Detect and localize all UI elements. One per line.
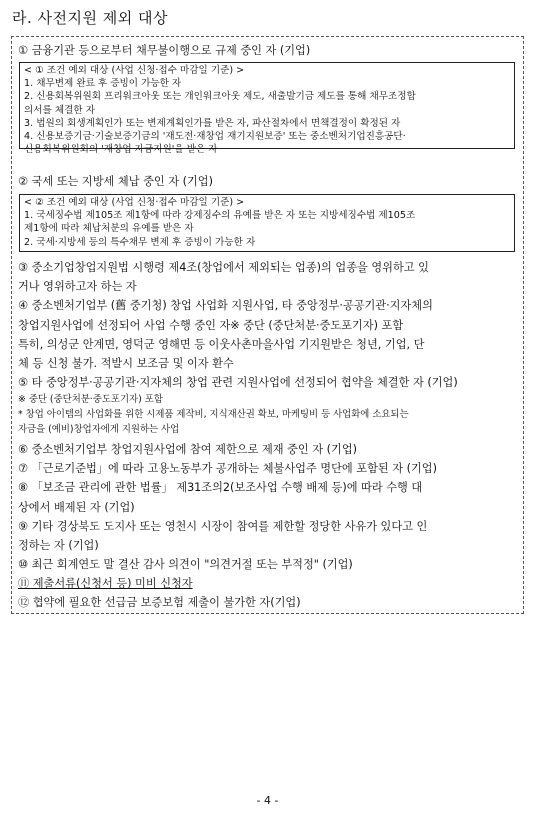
- note-line: ※ 중단 (중단처분·중도포기자) 포함: [18, 394, 163, 405]
- body-line: ④ 중소벤처기업부 (舊 중기청) 창업 사업화 지원사업, 타 중앙정부·공공기관·지자체의: [18, 299, 433, 313]
- tail-line: 상에서 배제된 자 (기업): [18, 500, 135, 514]
- exception-box-2-header: < ② 조건 예외 대상 (사업 신청·접수 마감일 기준) >: [24, 197, 245, 208]
- tail-line: ⑩ 최근 회계연도 말 결산 감사 의견이 "의견거절 또는 부적정" (기업): [18, 558, 353, 572]
- note-line: * 창업 아이템의 사업화를 위한 시제품 제작비, 지식재산권 확보, 마케팅비 등 사업화에 소요되는: [18, 409, 409, 420]
- note-line: 자금을 (예비)창업자에게 지원하는 사업: [18, 424, 180, 435]
- exception-box-1-header: < ① 조건 예외 대상 (사업 신청·접수 마감일 기준) >: [24, 65, 245, 76]
- item-11: ⑪ 제출서류(신청서 등) 미비 신청자: [18, 577, 193, 590]
- tail-line: ⑦ 「근로기준법」에 따라 고용노동부가 공개하는 체불사업주 명단에 포함된 자 (기업): [18, 462, 437, 476]
- body-line: ③ 중소기업창업지원법 시행령 제4조(창업에서 제외되는 업종)의 업종을 영위하고 있: [18, 261, 429, 274]
- tail-line: ⑧ 「보조금 관리에 관한 법률」 제31조의2(보조사업 수행 배제 등)에 따라 수행 대: [18, 481, 423, 495]
- body-line: 체 등 신청 불가. 적발시 보조금 및 이자 환수: [18, 357, 234, 371]
- item-1: ① 금융기관 등으로부터 채무불이행으로 규제 중인 자 (기업): [18, 44, 311, 57]
- exception-box-1-line: 2. 신용회복위원회 프리워크아웃 또는 개인워크아웃 제도, 새출발기금 제도를 통해 채무조정합: [24, 91, 416, 103]
- exception-box-1-line: 3. 법원의 회생계획인가 또는 변제계획인가를 받은 자, 파산절차에서 면책결정이 확정된 자: [24, 117, 401, 129]
- exception-box-1-line: 신용회복위원회의 '재창업 자금지원'을 받은 자: [24, 144, 218, 156]
- tail-line: 정하는 자 (기업): [18, 539, 99, 553]
- body-line: 창업지원사업에 선정되어 사업 수행 중인 자※ 중단 (중단처분·중도포기자) 포함: [18, 318, 404, 332]
- exception-box-1-line: 의서를 체결한 자: [24, 104, 95, 116]
- tail-line: ⑥ 중소벤처기업부 창업지원사업에 참여 제한으로 제재 중인 자 (기업): [18, 443, 358, 456]
- exception-box-2-line: 2. 국세·지방세 등의 특수채무 변제 후 증빙이 가능한 자: [24, 236, 256, 248]
- body-line: 특히, 의성군 안계면, 영덕군 영해면 등 이웃사촌마을사업 기지원받은 청년, 기업, 단: [18, 337, 425, 351]
- items-3-to-5: [18, 258, 518, 392]
- exception-box-2-line: 1. 국세징수법 제105조 제1항에 따라 강제징수의 유예를 받은 자 또는 지방세징수법 제105조: [24, 210, 416, 222]
- exception-box-1-line: 1. 채무변제 완료 후 증빙이 가능한 자: [24, 78, 182, 90]
- exception-box-2-line: 제1항에 따라 체납처분의 유예를 받은 자: [24, 223, 194, 235]
- item-2: ② 국세 또는 지방세 체납 중인 자 (기업): [18, 175, 213, 188]
- exception-box-2: [19, 194, 515, 252]
- section-title: 라. 사전지원 제외 대상: [12, 9, 168, 27]
- notes: [18, 392, 518, 437]
- item-12: ⑫ 협약에 필요한 선급금 보증보험 제출이 불가한 자(기업): [18, 596, 301, 609]
- items-6-to-10: [18, 440, 518, 574]
- page-number: - 4 -: [256, 794, 279, 807]
- exception-box-1-line: 4. 신용보증기금·기술보증기금의 '재도전·재창업 재기지원보증' 또는 중소벤처기업진흥공단·: [24, 131, 406, 143]
- body-line: 거나 영위하고자 하는 자: [18, 280, 137, 294]
- tail-line: ⑨ 기타 경상북도 도지사 또는 영천시 시장이 참여를 제한할 정당한 사유가 있다고 인: [18, 519, 428, 533]
- body-line: ⑤ 타 중앙정부·공공기관·지자체의 창업 관련 지원사업에 선정되어 협약을 체결한 자 (기업): [18, 376, 458, 390]
- exception-box-1: [19, 62, 515, 156]
